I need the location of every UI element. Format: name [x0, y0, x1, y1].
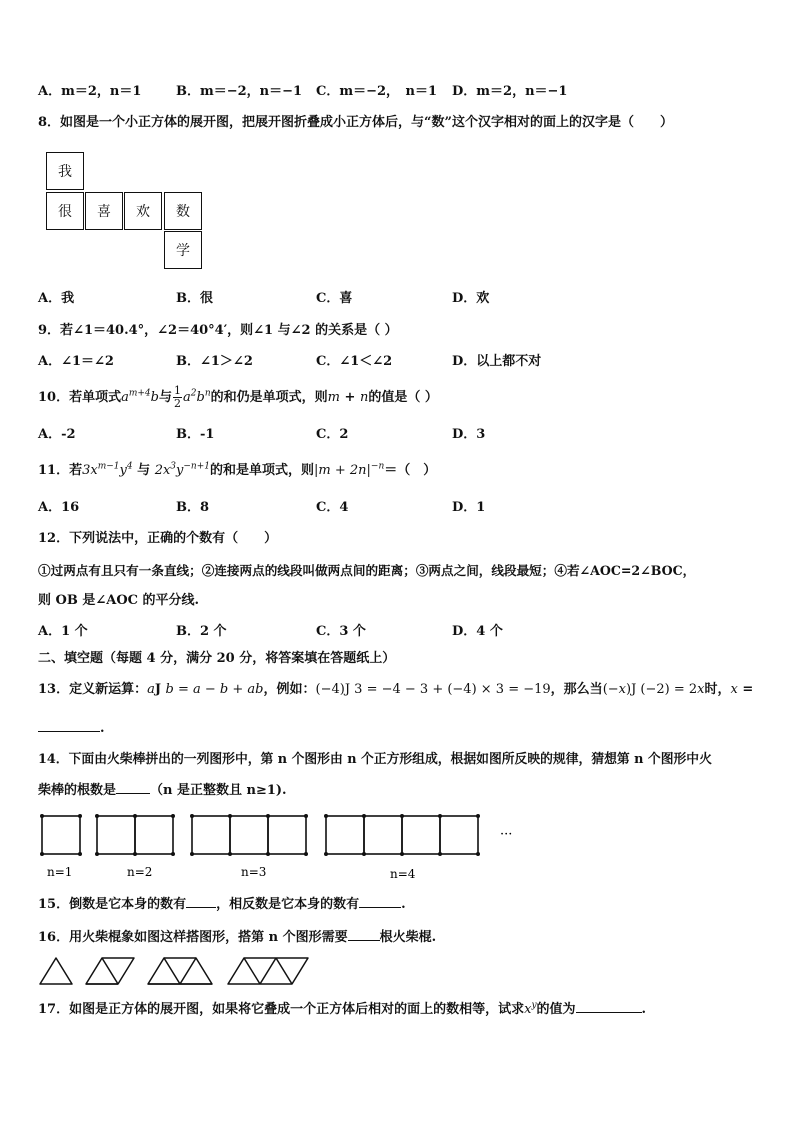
q10-stem: 10．若单项式$a^{m+4}b$与 $\frac{1}{2}$ $a^2b^n$的和仍是单项式，则m + n的值是（ ） [38, 384, 438, 410]
label-n3: n=3 [241, 865, 267, 879]
q11-stem: 11．若$3x^{m-1}y^4$ 与 $2x^3y^{-n+1}$的和是单项式，则$|m + 2n|^{-n}=$（ ） [38, 461, 437, 478]
figure-ellipsis: ··· [500, 827, 513, 842]
label-n4: n=4 [390, 867, 416, 881]
section-title-fill-blank: 二、填空题（每题 4 分，满分 20 分，将答案填在答题纸上） [38, 651, 396, 666]
cube-face-hen: 很 [46, 192, 84, 230]
q12-option-b: B．2 个 [176, 624, 227, 639]
q11-option-a: A．16 [38, 500, 80, 515]
q10-option-c: C．2 [316, 427, 349, 442]
q8-option-d: D．欢 [452, 291, 490, 306]
q15-stem: 15．倒数是它本身的数有 ，相反数是它本身的数有 . [38, 897, 406, 912]
cube-face-shu: 数 [164, 192, 202, 230]
q7-option-c: C．m＝−2， n＝1 [316, 84, 438, 99]
q8-option-c: C．喜 [316, 291, 353, 306]
q9-option-d: D．以上都不对 [452, 354, 542, 369]
q10-option-d: D．3 [452, 427, 486, 442]
cube-face-xi: 喜 [85, 192, 123, 230]
q11-option-d: D．1 [452, 500, 486, 515]
q12-statements-line2: 则 OB 是∠AOC 的平分线. [38, 593, 200, 608]
q12-option-c: C．3 个 [316, 624, 366, 639]
q10-option-a: A．-2 [38, 427, 76, 442]
q14-answer-blank[interactable] [116, 781, 150, 794]
cube-face-xue: 学 [164, 231, 202, 269]
q12-stem: 12．下列说法中，正确的个数有（ ） [38, 531, 278, 546]
q9-option-c: C．∠1＜∠2 [316, 354, 393, 369]
cube-face-wo: 我 [46, 152, 84, 190]
q7-option-a: A．m＝2，n＝1 [38, 84, 142, 99]
q7-option-d: D．m＝2，n＝−1 [452, 84, 568, 99]
q10-option-b: B．-1 [176, 427, 215, 442]
q14-stem-line1: 14．下面由火柴棒拼出的一列图形中，第 n 个图形由 n 个正方形组成，根据如图所反映的规律，猜想第 n 个图形中火 [38, 752, 712, 767]
q16-answer-blank[interactable] [348, 928, 380, 941]
q12-option-a: A．1 个 [38, 624, 88, 639]
q8-option-b: B．很 [176, 291, 213, 306]
q15-blank-1[interactable] [186, 895, 216, 908]
q8-stem: 8．如图是一个小正方体的展开图，把展开图折叠成小正方体后，与“数”这个汉字相对的面上的汉字是（ ） [38, 115, 674, 130]
matchstick-squares-figure [30, 808, 530, 888]
q16-stem: 16．用火柴棍象如图这样搭图形，搭第 n 个图形需要 根火柴棍. [38, 930, 437, 945]
label-n1: n=1 [47, 865, 73, 879]
matchstick-triangles-figure [36, 954, 336, 988]
q15-blank-2[interactable] [359, 895, 401, 908]
q9-stem: 9．若∠1＝40.4°，∠2＝40°4′，则∠1 与∠2 的关系是（ ） [38, 323, 398, 338]
q12-option-d: D．4 个 [452, 624, 503, 639]
q14-stem-line2: 柴棒的根数是 （n 是正整数且 n≥1). [38, 783, 287, 798]
q7-option-b: B．m＝−2，n＝−1 [176, 84, 303, 99]
q13-answer-blank[interactable] [38, 719, 100, 732]
q8-option-a: A．我 [38, 291, 75, 306]
q11-option-c: C．4 [316, 500, 349, 515]
q13-stem: 13．定义新运算：aJ b = a − b + ab，例如：(−4)J 3 = −4 − 3 + (−4) × 3 = −19，那么当(−x)J (−2) = 2x时，x = [38, 682, 754, 697]
q13-answer-line: . [38, 719, 105, 737]
label-n2: n=2 [127, 865, 153, 879]
q9-option-a: A．∠1＝∠2 [38, 354, 114, 369]
cube-face-huan: 欢 [124, 192, 162, 230]
q9-option-b: B．∠1＞∠2 [176, 354, 253, 369]
q17-answer-blank[interactable] [576, 1000, 642, 1013]
q17-stem: 17．如图是正方体的展开图，如果将它叠成一个正方体后相对的面上的数相等，试求$x^y$的值为 . [38, 1000, 647, 1017]
q12-statements-line1: ①过两点有且只有一条直线；②连接两点的线段叫做两点间的距离；③两点之间，线段最短；④若∠AOC=2∠BOC， [38, 563, 696, 578]
q11-option-b: B．8 [176, 500, 210, 515]
